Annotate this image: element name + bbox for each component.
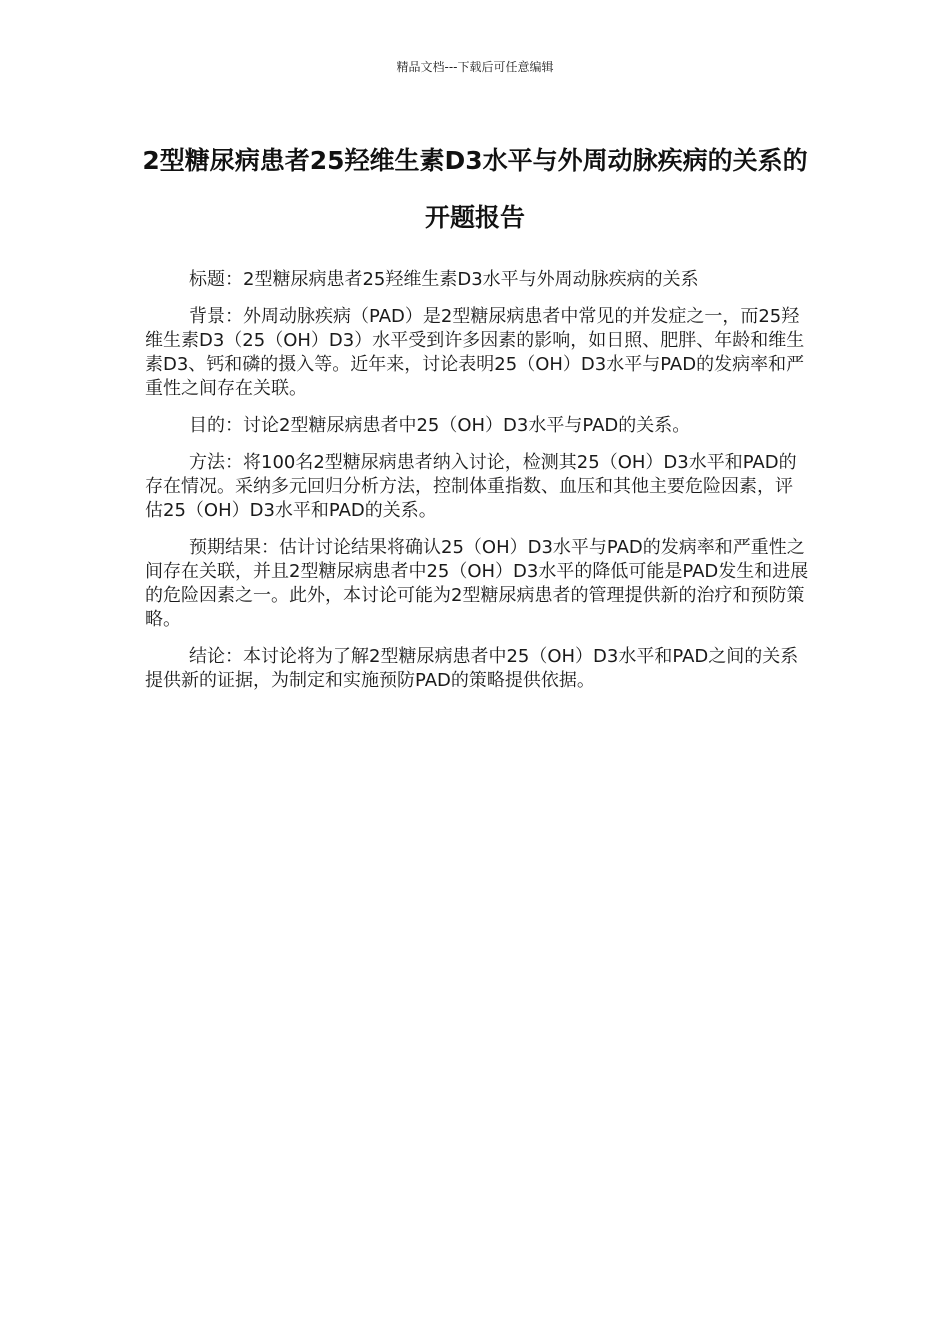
paragraph-conclusion: 结论：本讨论将为了解2型糖尿病患者中25（OH）D3水平和PAD之间的关系提供新的证据，为制定和实施预防PAD的策略提供依据。 xyxy=(145,646,799,691)
document-title: 2型糖尿病患者25羟维生素D3水平与外周动脉疾病的关系的开题报告 xyxy=(142,146,808,232)
paragraph-methods: 方法：将100名2型糖尿病患者纳入讨论，检测其25（OH）D3水平和PAD的存在情况。采纳多元回归分析方法，控制体重指数、血压和其他主要危险因素，评估25（OH）D3水平和PAD的关系。 xyxy=(145,452,797,521)
paragraph-expected-results: 预期结果：估计讨论结果将确认25（OH）D3水平与PAD的发病率和严重性之间存在关联，并且2型糖尿病患者中25（OH）D3水平的降低可能是PAD发生和进展的危险因素之一。此外，本讨论可能为2型糖尿病患者的管理提供新的治疗和预防策略。 xyxy=(145,537,809,630)
page-header: 精品文档---下载后可任意编辑 xyxy=(396,60,554,74)
paragraph-title: 标题：2型糖尿病患者25羟维生素D3水平与外周动脉疾病的关系 xyxy=(189,269,699,290)
paragraph-background: 背景：外周动脉疾病（PAD）是2型糖尿病患者中常见的并发症之一，而25羟维生素D3（25（OH）D3）水平受到许多因素的影响，如日照、肥胖、年龄和维生素D3、钙和磷的摄入等。近年来，讨论表明25（OH）D3水平与PAD的发病率和严重性之间存在关联。 xyxy=(145,306,805,399)
document-body xyxy=(145,268,810,706)
paragraph-objective: 目的：讨论2型糖尿病患者中25（OH）D3水平与PAD的关系。 xyxy=(189,415,691,436)
